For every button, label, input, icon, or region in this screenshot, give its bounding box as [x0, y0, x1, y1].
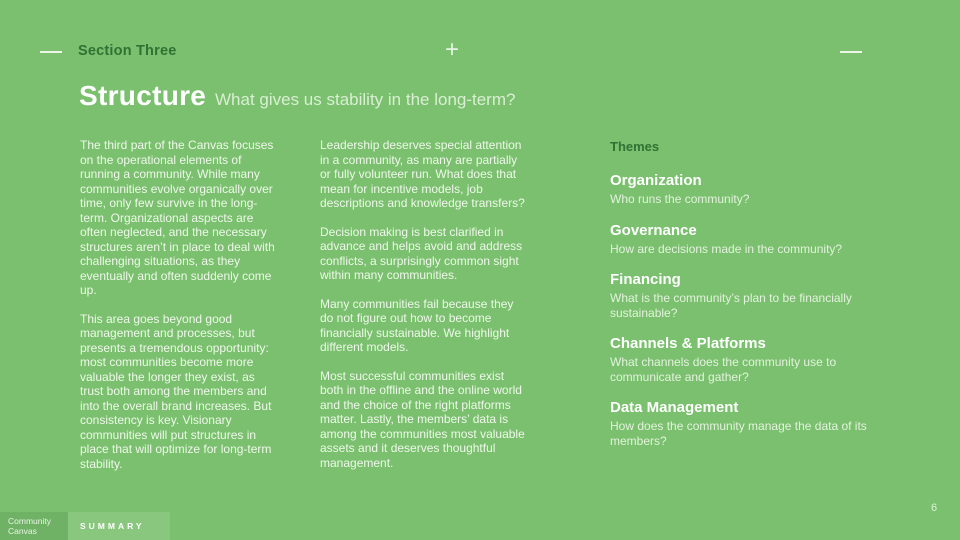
theme-title: Data Management: [610, 399, 739, 416]
theme-title: Governance: [610, 221, 697, 239]
theme-description: How does the community manage the data of its members?: [610, 419, 867, 448]
brand-line-1: Community: [8, 516, 51, 526]
page-subtitle: What gives us stability in the long-term?: [215, 90, 516, 109]
body-paragraph: The third part of the Canvas focuses on the operational elements of running a community. While many communities evolve organically over time, only few survive in the long-term. Organizational aspects are often neglected, and the necessary structures aren’t in place to deal with challenging situations, as they eventually and often suddenly come up.: [80, 138, 275, 297]
theme-description: What channels does the community use to communicate and gather?: [610, 355, 837, 384]
body-paragraph: Decision making is best clarified in advance and helps avoid and address conflicts, a surprisingly common sight within many communities.: [320, 224, 523, 282]
theme-description: Who runs the community?: [610, 192, 750, 206]
themes-label: Themes: [610, 139, 660, 154]
theme-item-data-management: [610, 400, 872, 448]
theme-title: Organization: [610, 172, 702, 189]
theme-title: Channels & Platforms: [610, 335, 766, 352]
theme-item-organization: [610, 173, 872, 207]
dash-right-icon: [840, 51, 862, 53]
body-column-2: [320, 138, 525, 484]
theme-title: Financing: [610, 271, 681, 288]
body-paragraph: Many communities fail because they do not figure out how to become financially sustainable. We highlight different models.: [320, 296, 514, 354]
section-label: Section Three: [78, 43, 177, 59]
theme-item-financing: [610, 272, 872, 320]
body-paragraph: Leadership deserves special attention in a community, as many are partially or fully volunteer run. What does that mean for incentive models, job descriptions and knowledge transfers?: [320, 138, 525, 210]
theme-item-channels-platforms: [610, 336, 872, 384]
theme-description: What is the community’s plan to be financially sustainable?: [610, 291, 852, 320]
body-column-1: [80, 138, 281, 485]
summary-tab: SUMMARY: [68, 512, 170, 540]
body-paragraph: This area goes beyond good management and processes, but presents a tremendous opportunity: most communities become more valuable the longer they exist, as trust both among the members and into the overall brand increases. But consistency is key. Visionary communities will put structures in place that will optimize for long-term stability.: [80, 311, 272, 471]
brand-logo: [0, 512, 68, 540]
page-number: 6: [930, 502, 938, 514]
theme-description: How are decisions made in the community?: [610, 241, 843, 256]
page-title: Structure: [79, 80, 207, 111]
brand-line-2: Canvas: [8, 526, 37, 536]
plus-icon: +: [445, 36, 460, 63]
body-paragraph: Most successful communities exist both in the offline and the online world and the choice of the right platforms matter. Lastly, the members’ data is among the communities most valuable assets and it deserves thoughtful management.: [320, 368, 525, 470]
dash-left-icon: [40, 51, 62, 53]
theme-item-governance: [610, 223, 872, 257]
themes-panel: [610, 139, 872, 464]
